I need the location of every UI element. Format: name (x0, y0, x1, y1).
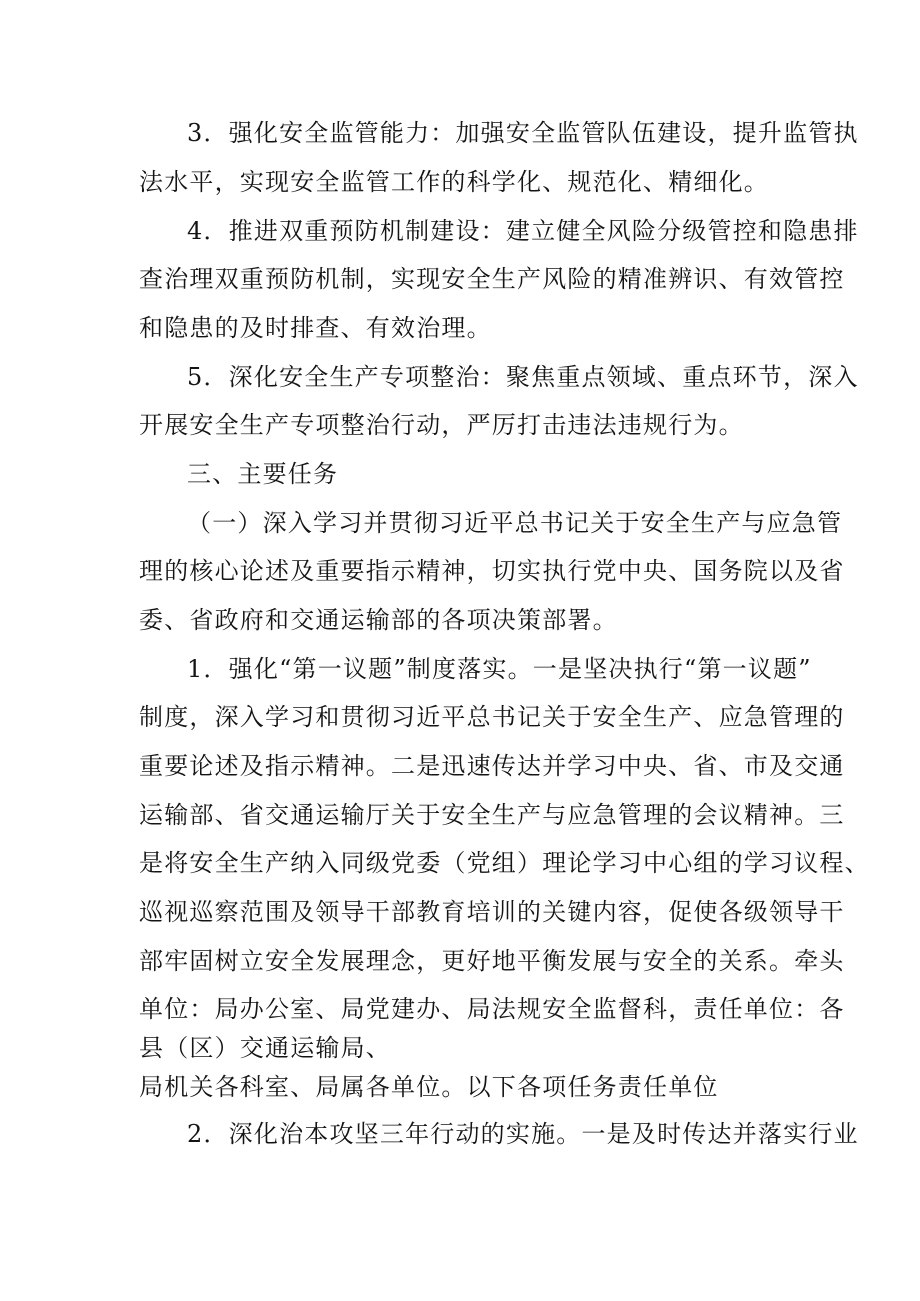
item-1-line-5: 是将安全生产纳入同级党委（党组）理论学习中心组的学习议程、 (139, 849, 870, 877)
paragraph-4-line-1: 4．推进双重预防机制建设：建立健全风险分级管控和隐患排 (187, 217, 859, 245)
item-1-line-2: 制度，深入学习和贯彻习近平总书记关于安全生产、应急管理的 (139, 703, 845, 731)
item-1-line-8: 单位：局办公室、局党建办、局法规安全监督科，责任单位：各 (139, 995, 845, 1023)
subsection-1-line-2: 理的核心论述及重要指示精神，切实执行党中央、国务院以及省 (139, 557, 845, 585)
subsection-1-line-1: （一）深入学习并贯彻习近平总书记关于安全生产与应急管 (187, 509, 843, 537)
item-1-line-3: 重要论述及指示精神。二是迅速传达并学习中央、省、市及交通 (139, 752, 845, 780)
paragraph-5-line-1: 5．深化安全生产专项整治：聚焦重点领域、重点环节，深入 (187, 363, 859, 391)
item-1-line-6: 巡视巡察范围及领导干部教育培训的关键内容，促使各级领导干 (139, 898, 845, 926)
section-heading-main-tasks: 三、主要任务 (187, 460, 339, 488)
item-1-line-10: 局机关各科室、局属各单位。以下各项任务责任单位 (139, 1073, 719, 1101)
paragraph-3-line-2: 法水平，实现安全监管工作的科学化、规范化、精细化。 (139, 168, 769, 196)
paragraph-5-line-2: 开展安全生产专项整治行动，严厉打击违法违规行为。 (139, 411, 744, 439)
item-1-line-9: 县（区）交通运输局、 (139, 1034, 391, 1062)
item-2-line-1: 2．深化治本攻坚三年行动的实施。一是及时传达并落实行业 (187, 1120, 859, 1148)
paragraph-4-line-3: 和隐患的及时排查、有效治理。 (139, 314, 492, 342)
item-1-line-4: 运输部、省交通运输厅关于安全生产与应急管理的会议精神。三 (139, 801, 845, 829)
paragraph-3-line-1: 3．强化安全监管能力：加强安全监管队伍建设，提升监管执 (187, 119, 859, 147)
item-1-line-1: 1．强化“第一议题”制度落实。一是坚决执行“第一议题” (187, 655, 812, 683)
subsection-1-line-3: 委、省政府和交通运输部的各项决策部署。 (139, 606, 618, 634)
item-1-line-7: 部牢固树立安全发展理念，更好地平衡发展与安全的关系。牵头 (139, 947, 845, 975)
paragraph-4-line-2: 查治理双重预防机制，实现安全生产风险的精准辨识、有效管控 (139, 265, 845, 293)
